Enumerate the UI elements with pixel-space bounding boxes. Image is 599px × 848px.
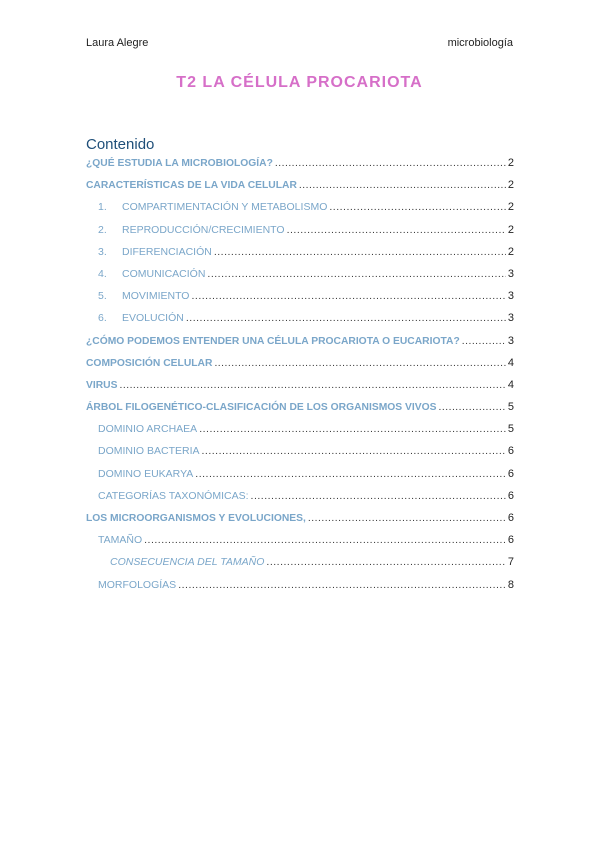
toc-page-number: 6 bbox=[507, 512, 514, 524]
toc-leader bbox=[214, 241, 506, 263]
header-author: Laura Alegre bbox=[86, 37, 149, 49]
toc-entry-text: ÁRBOL FILOGENÉTICO-CLASIFICACIÓN DE LOS ORGANISMOS VIVOS bbox=[86, 402, 437, 414]
header-subject: microbiología bbox=[447, 37, 513, 49]
toc-entry[interactable] bbox=[86, 330, 514, 352]
toc-heading: Contenido bbox=[86, 136, 155, 153]
toc-entry[interactable] bbox=[86, 463, 514, 485]
toc-page-number: 2 bbox=[507, 157, 514, 169]
toc-page-number: 2 bbox=[507, 179, 514, 192]
toc-leader bbox=[299, 175, 506, 197]
toc-entry-text: CARACTERÍSTICAS DE LA VIDA CELULAR bbox=[86, 180, 297, 192]
toc-entry-text: DIFERENCIACIÓN bbox=[122, 245, 212, 258]
toc-page-number: 3 bbox=[507, 334, 514, 347]
toc-entry[interactable] bbox=[86, 551, 514, 573]
document-title: T2 LA CÉLULA PROCARIOTA bbox=[176, 74, 423, 91]
toc-entry-text: CONSECUENCIA DEL TAMAÑO bbox=[110, 556, 265, 569]
toc-entry-text: ¿CÓMO PODEMOS ENTENDER UNA CÉLULA PROCARIOTA O EUCARIOTA? bbox=[86, 335, 460, 347]
toc-leader bbox=[287, 219, 506, 241]
toc-entry-number: 1. bbox=[98, 201, 107, 214]
toc-leader bbox=[214, 353, 505, 375]
toc-leader bbox=[195, 463, 506, 485]
toc-entry-text: ¿QUÉ ESTUDIA LA MICROBIOLOGÍA? bbox=[86, 158, 273, 169]
toc-page-number: 5 bbox=[507, 423, 514, 436]
toc-entry-number: 3. bbox=[98, 245, 107, 258]
toc-page-number: 3 bbox=[507, 267, 514, 280]
toc-leader bbox=[202, 440, 506, 462]
toc-leader bbox=[251, 485, 506, 507]
toc-entry-text: REPRODUCCIÓN/CRECIMIENTO bbox=[122, 223, 285, 236]
toc-page-number: 2 bbox=[507, 201, 514, 214]
toc-page-number: 2 bbox=[507, 223, 514, 236]
toc-entry-number: 5. bbox=[98, 290, 107, 303]
toc-entry-text: CATEGORÍAS TAXONÓMICAS: bbox=[98, 489, 249, 502]
toc-entry-number: 4. bbox=[98, 267, 107, 280]
toc-entry-text: TAMAÑO bbox=[98, 534, 143, 547]
toc-entry-text: COMPOSICIÓN CELULAR bbox=[86, 357, 213, 369]
toc-entry[interactable] bbox=[86, 152, 514, 174]
table-of-contents bbox=[86, 152, 514, 596]
toc-entry[interactable] bbox=[86, 352, 514, 374]
toc-page-number: 6 bbox=[507, 445, 514, 458]
toc-page-number: 3 bbox=[507, 312, 514, 325]
toc-entry-text: COMUNICACIÓN bbox=[122, 267, 206, 280]
toc-leader bbox=[144, 529, 506, 551]
toc-page-number: 6 bbox=[507, 467, 514, 480]
toc-entry-text: DOMINIO BACTERIA bbox=[98, 445, 200, 458]
toc-entry-text: LOS MICROORGANISMOS Y EVOLUCIONES, bbox=[86, 513, 306, 524]
toc-entry[interactable] bbox=[86, 219, 514, 241]
toc-page-number: 7 bbox=[507, 556, 514, 569]
toc-entry-text: MOVIMIENTO bbox=[122, 290, 190, 303]
toc-entry-text: DOMINO EUKARYA bbox=[98, 467, 194, 480]
toc-entry[interactable] bbox=[86, 307, 514, 329]
toc-page-number: 6 bbox=[507, 534, 514, 547]
toc-entry-number: 6. bbox=[98, 312, 107, 325]
toc-entry[interactable] bbox=[86, 241, 514, 263]
toc-page-number: 5 bbox=[507, 401, 514, 414]
toc-entry[interactable] bbox=[86, 396, 514, 418]
toc-entry[interactable] bbox=[86, 529, 514, 551]
toc-leader bbox=[178, 574, 506, 596]
toc-entry[interactable] bbox=[86, 285, 514, 307]
toc-leader bbox=[191, 285, 505, 307]
toc-entry[interactable] bbox=[86, 196, 514, 218]
toc-entry-number: 2. bbox=[98, 223, 107, 236]
toc-leader bbox=[462, 331, 506, 353]
toc-leader bbox=[308, 508, 506, 530]
toc-entry[interactable] bbox=[86, 507, 514, 529]
toc-leader bbox=[329, 196, 506, 218]
toc-entry[interactable] bbox=[86, 263, 514, 285]
toc-entry[interactable] bbox=[86, 418, 514, 440]
toc-entry[interactable] bbox=[86, 174, 514, 196]
toc-entry-text: VIRUS bbox=[86, 379, 118, 391]
toc-leader bbox=[266, 551, 505, 573]
toc-entry-text: COMPARTIMENTACIÓN Y METABOLISMO bbox=[122, 201, 328, 214]
toc-entry[interactable] bbox=[86, 374, 514, 396]
toc-leader bbox=[186, 307, 506, 329]
toc-page-number: 6 bbox=[507, 489, 514, 502]
toc-page-number: 3 bbox=[507, 290, 514, 303]
toc-page-number: 8 bbox=[507, 578, 514, 591]
toc-entry[interactable] bbox=[86, 574, 514, 596]
toc-page-number: 2 bbox=[507, 245, 514, 258]
toc-entry-text: MORFOLOGÍAS bbox=[98, 578, 177, 591]
toc-entry[interactable] bbox=[86, 440, 514, 462]
toc-leader bbox=[207, 263, 505, 285]
toc-entry-text: EVOLUCIÓN bbox=[122, 312, 184, 325]
toc-leader bbox=[439, 397, 506, 419]
toc-leader bbox=[275, 153, 506, 175]
toc-entry[interactable] bbox=[86, 485, 514, 507]
toc-leader bbox=[119, 375, 505, 397]
toc-leader bbox=[199, 418, 506, 440]
toc-page-number: 4 bbox=[507, 378, 514, 391]
toc-entry-text: DOMINIO ARCHAEA bbox=[98, 423, 198, 436]
toc-page-number: 4 bbox=[507, 356, 514, 369]
